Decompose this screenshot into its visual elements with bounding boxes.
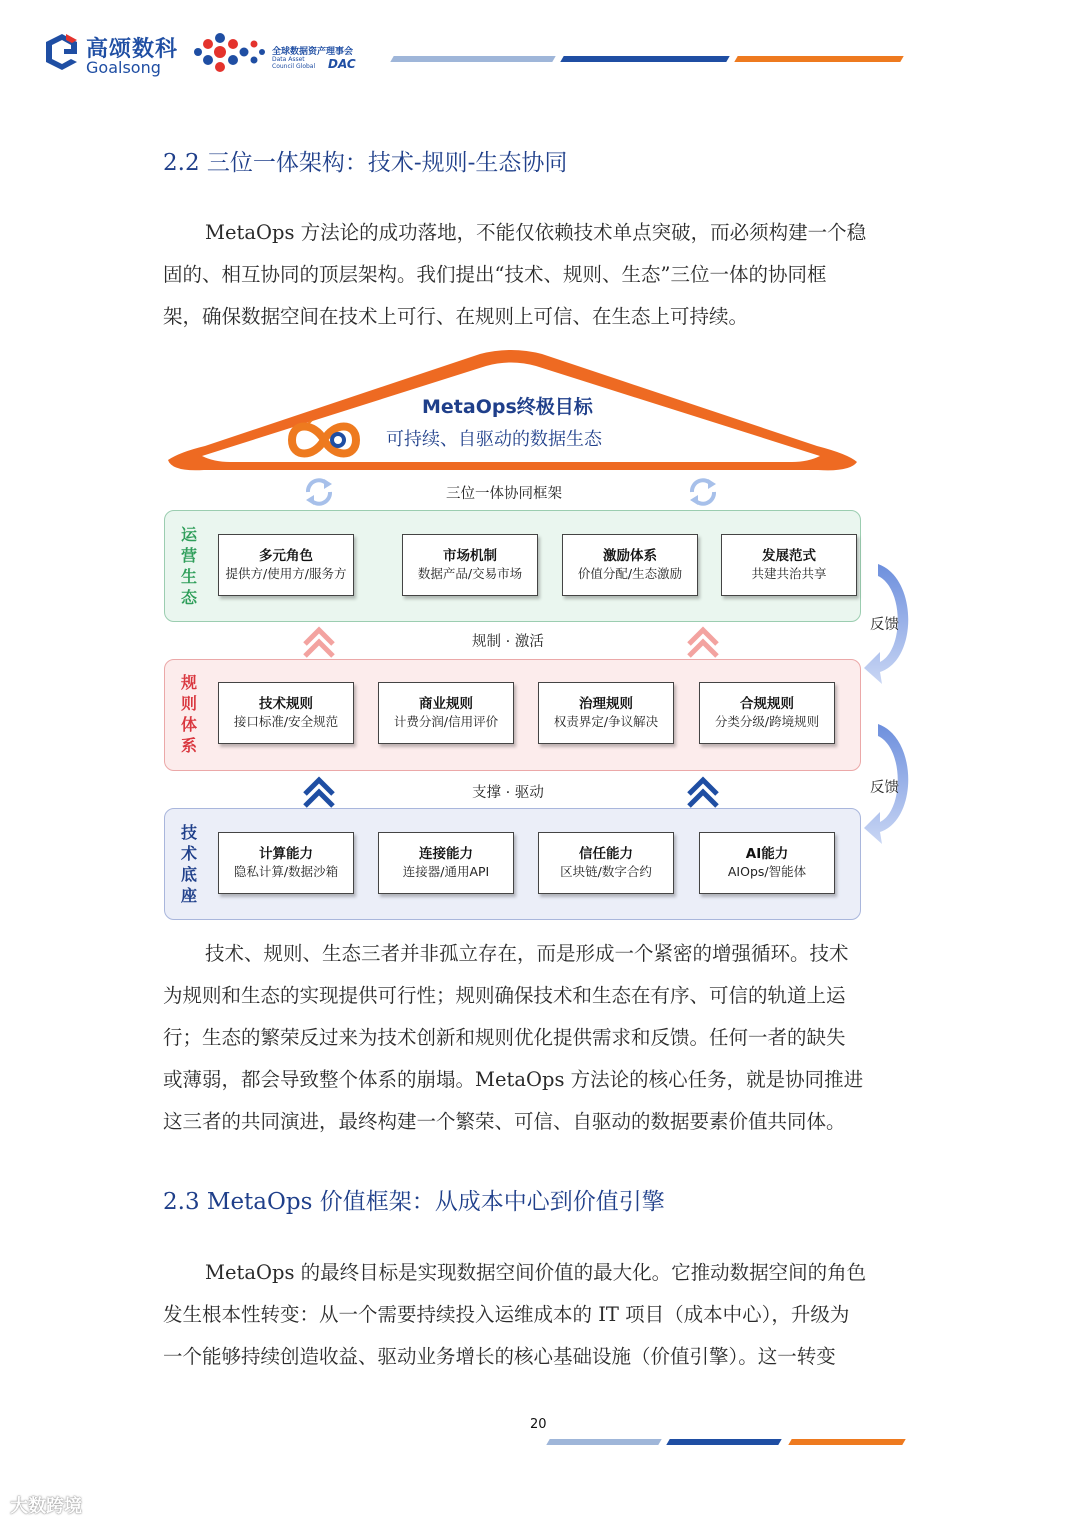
card-governance-rules bbox=[538, 682, 674, 744]
card-subtitle: 连接器/通用API bbox=[402, 864, 490, 879]
layer-title-char: 底 bbox=[180, 865, 197, 884]
layer-title-char: 运 bbox=[180, 525, 197, 544]
paragraph-line: 固的、相互协同的顶层架构。我们提出“技术、规则、生态”三位一体的协同框 bbox=[163, 263, 827, 286]
card-title: 连接能力 bbox=[419, 846, 473, 862]
card-subtitle: 共建共治共享 bbox=[751, 566, 827, 581]
card-title: 治理规则 bbox=[579, 696, 633, 712]
infinity-ecosystem-icon bbox=[286, 416, 362, 464]
layer-title-char: 规 bbox=[180, 673, 197, 692]
header-bar-light bbox=[390, 56, 555, 62]
roof-subtitle: 可持续、自驱动的数据生态 bbox=[386, 429, 602, 450]
section-2-3-heading: 2.3 MetaOps 价值框架：从成本中心到价值引擎 bbox=[163, 1189, 665, 1215]
paragraph-line: 行；生态的繁荣反过来为技术创新和规则优化提供需求和反馈。任何一者的缺失 bbox=[163, 1026, 846, 1049]
feedback-label-1: 反馈 bbox=[870, 617, 899, 633]
card-technical-rules bbox=[218, 682, 354, 744]
brand-name-cn: 高颂数科 bbox=[86, 37, 179, 62]
section-2-2-paragraph bbox=[163, 212, 917, 338]
card-compliance-rules bbox=[699, 682, 835, 744]
card-subtitle: 隐私计算/数据沙箱 bbox=[233, 864, 339, 879]
framework-label: 三位一体协同框架 bbox=[446, 486, 562, 502]
card-title: 技术规则 bbox=[259, 696, 313, 712]
card-connect-capability bbox=[378, 832, 514, 894]
footer-bar-dark bbox=[666, 1439, 781, 1445]
ecology-layer-title bbox=[177, 524, 201, 608]
card-subtitle: 分类分级/跨境规则 bbox=[714, 714, 820, 729]
watermark: 大数跨境 bbox=[10, 1496, 82, 1517]
card-development-paradigm bbox=[721, 534, 857, 596]
brand-name-en: Goalsong bbox=[86, 58, 161, 77]
card-subtitle: 计费分润/信用评价 bbox=[393, 714, 499, 729]
paragraph-line: 一个能够持续创造收益、驱动业务增长的核心基础设施（价值引擎）。这一转变 bbox=[163, 1345, 836, 1368]
card-title: 商业规则 bbox=[419, 696, 473, 712]
footer-bar-light bbox=[546, 1439, 661, 1445]
card-title: 信任能力 bbox=[579, 846, 633, 862]
roof-title: MetaOps终极目标 bbox=[422, 396, 593, 418]
chevron-up-icon bbox=[302, 620, 336, 660]
paragraph-line: 架，确保数据空间在技术上可行、在规则上可信、在生态上可持续。 bbox=[163, 305, 749, 328]
card-title: 合规规则 bbox=[740, 696, 794, 712]
paragraph-line: 或薄弱，都会导致整个体系的崩塌。MetaOps 方法论的核心任务，就是协同推进 bbox=[163, 1068, 864, 1091]
card-title: 发展范式 bbox=[762, 548, 816, 564]
section-2-2-heading: 2.2 三位一体架构：技术-规则-生态协同 bbox=[163, 150, 568, 176]
card-subtitle: AIOps/智能体 bbox=[727, 864, 807, 879]
layer-title-char: 则 bbox=[180, 694, 197, 713]
layer-title-char: 术 bbox=[180, 844, 197, 863]
card-business-rules bbox=[378, 682, 514, 744]
layer-title-char: 体 bbox=[180, 715, 197, 734]
rules-layer-title bbox=[177, 672, 201, 756]
support-drive-label: 支撑 · 驱动 bbox=[472, 785, 544, 801]
chevron-up-icon bbox=[686, 770, 720, 810]
dac-logo-icon bbox=[192, 30, 266, 76]
cycle-paragraph bbox=[163, 933, 917, 1143]
sync-icon bbox=[686, 476, 720, 508]
card-incentive-system bbox=[562, 534, 698, 596]
paragraph-line: 为规则和生态的实现提供可行性；规则确保技术和生态在有序、可信的轨道上运 bbox=[163, 984, 846, 1007]
trinity-architecture-diagram bbox=[160, 348, 920, 928]
layer-title-char: 生 bbox=[180, 567, 197, 586]
tech-base-layer-title bbox=[177, 822, 201, 906]
card-subtitle: 区块链/数字合约 bbox=[560, 864, 652, 879]
card-title: 市场机制 bbox=[443, 548, 497, 564]
layer-title-char: 态 bbox=[180, 588, 197, 607]
dac-abbrev: DAC bbox=[328, 57, 356, 71]
dac-name-en: Data Asset Council Global bbox=[272, 56, 316, 70]
layer-title-char: 营 bbox=[180, 546, 197, 565]
card-title: 多元角色 bbox=[259, 548, 313, 564]
section-2-3-paragraph bbox=[163, 1252, 917, 1378]
header-bar-orange bbox=[734, 56, 903, 62]
card-subtitle: 提供方/使用方/服务方 bbox=[225, 566, 347, 581]
regulate-activate-label: 规制 · 激活 bbox=[472, 634, 544, 650]
paragraph-line: MetaOps 方法论的成功落地，不能仅依赖技术单点突破，而必须构建一个稳 bbox=[205, 221, 867, 244]
paragraph-line: MetaOps 的最终目标是实现数据空间价值的最大化。它推动数据空间的角色 bbox=[205, 1261, 867, 1284]
paragraph-line: 这三者的共同演进，最终构建一个繁荣、可信、自驱动的数据要素价值共同体。 bbox=[163, 1110, 846, 1133]
card-compute-capability bbox=[218, 832, 354, 894]
page-number: 20 bbox=[530, 1417, 547, 1432]
chevron-up-icon bbox=[686, 620, 720, 660]
goalsong-logo-icon bbox=[44, 32, 80, 72]
layer-title-char: 技 bbox=[180, 823, 197, 842]
dac-name-cn: 全球数据资产理事会 bbox=[272, 47, 354, 57]
card-title: 激励体系 bbox=[603, 548, 657, 564]
footer-bar-orange bbox=[788, 1439, 905, 1445]
chevron-up-icon bbox=[302, 770, 336, 810]
card-subtitle: 接口标准/安全规范 bbox=[233, 714, 339, 729]
card-subtitle: 权责界定/争议解决 bbox=[553, 714, 659, 729]
card-subtitle: 数据产品/交易市场 bbox=[417, 566, 523, 581]
paragraph-line: 技术、规则、生态三者并非孤立存在，而是形成一个紧密的增强循环。技术 bbox=[205, 942, 849, 965]
layer-title-char: 座 bbox=[180, 886, 197, 905]
card-ai-capability bbox=[699, 832, 835, 894]
card-market-mechanism bbox=[402, 534, 538, 596]
layer-title-char: 系 bbox=[180, 736, 197, 755]
sync-icon bbox=[302, 476, 336, 508]
card-title: 计算能力 bbox=[259, 846, 313, 862]
card-subtitle: 价值分配/生态激励 bbox=[577, 566, 683, 581]
card-title: AI能力 bbox=[745, 846, 789, 862]
card-trust-capability bbox=[538, 832, 674, 894]
feedback-label-2: 反馈 bbox=[870, 780, 899, 796]
header-bar-dark bbox=[560, 56, 729, 62]
paragraph-line: 发生根本性转变：从一个需要持续投入运维成本的 IT 项目（成本中心），升级为 bbox=[163, 1303, 850, 1326]
card-diverse-roles bbox=[218, 534, 354, 596]
